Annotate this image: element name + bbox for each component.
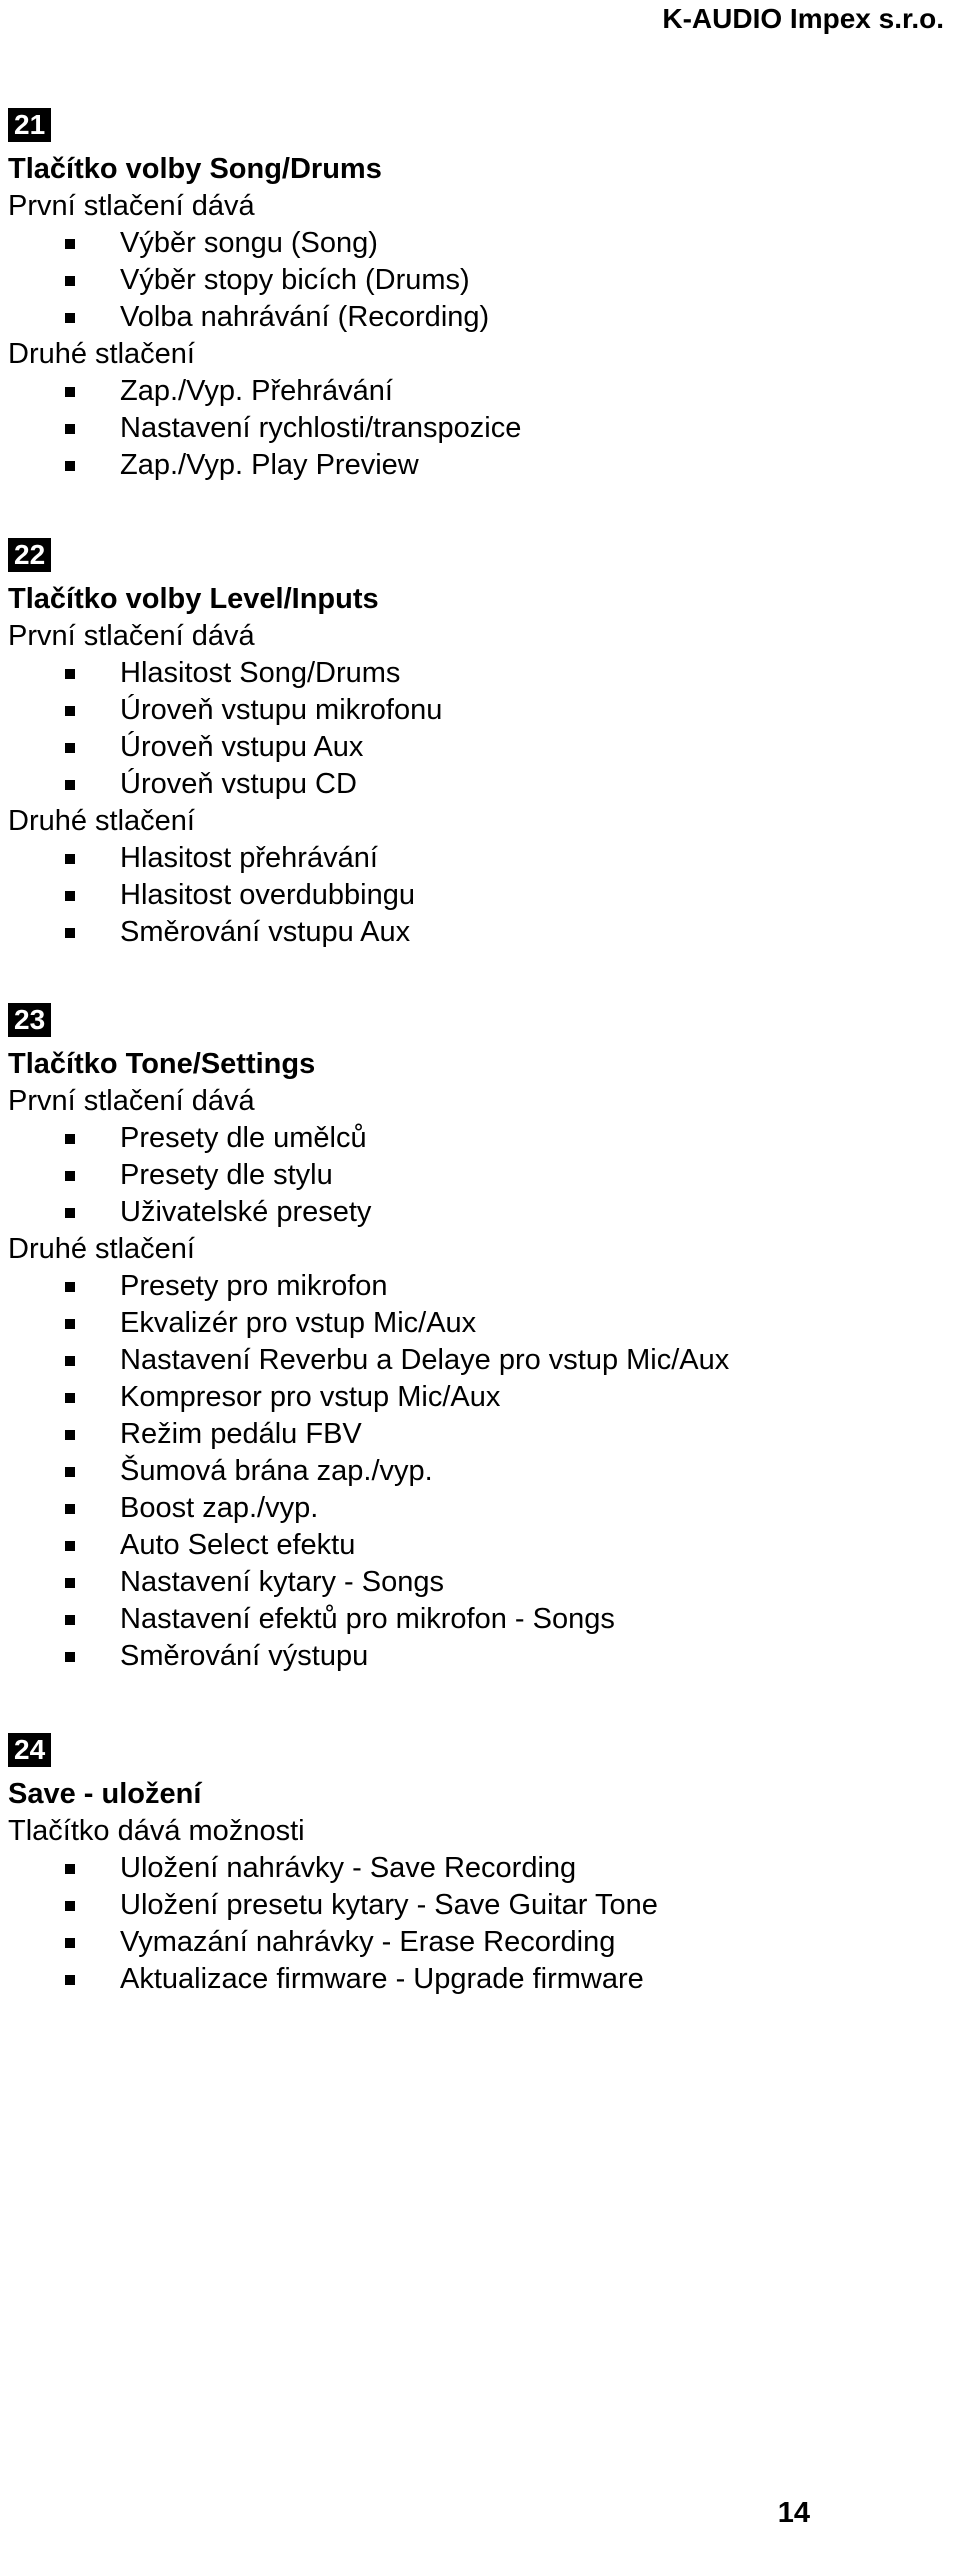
bullet-list <box>8 840 948 951</box>
list-item: Směrování výstupu <box>8 1638 948 1675</box>
section-24 <box>8 1733 948 1998</box>
group-heading: První stlačení dává <box>8 1085 255 1117</box>
list-item: Hlasitost Song/Drums <box>8 655 948 692</box>
bullet-list <box>8 655 948 803</box>
list-item: Ekvalizér pro vstup Mic/Aux <box>8 1305 948 1342</box>
section-title: Tlačítko Tone/Settings <box>8 1048 316 1080</box>
list-item: Boost zap./vyp. <box>8 1490 948 1527</box>
bullet-list <box>8 1268 948 1675</box>
page-number: 14 <box>777 2497 810 2529</box>
list-item: Presety dle stylu <box>8 1157 948 1194</box>
section-number-badge: 24 <box>8 1733 51 1767</box>
section-number-badge: 22 <box>8 538 51 572</box>
list-item: Auto Select efektu <box>8 1527 948 1564</box>
list-item: Šumová brána zap./vyp. <box>8 1453 948 1490</box>
list-item: Směrování vstupu Aux <box>8 914 948 951</box>
group-heading: První stlačení dává <box>8 190 255 222</box>
list-item: Režim pedálu FBV <box>8 1416 948 1453</box>
group-heading: Druhé stlačení <box>8 1233 195 1265</box>
list-item: Hlasitost overdubbingu <box>8 877 948 914</box>
bullet-list <box>8 1850 948 1998</box>
section-number-badge: 21 <box>8 108 51 142</box>
list-item: Úroveň vstupu Aux <box>8 729 948 766</box>
bullet-list <box>8 373 948 484</box>
list-item: Uživatelské presety <box>8 1194 948 1231</box>
section-21 <box>8 108 948 484</box>
section-title: Tlačítko volby Level/Inputs <box>8 583 379 615</box>
section-title: Save - uložení <box>8 1778 202 1810</box>
group-heading: Druhé stlačení <box>8 338 195 370</box>
section-22 <box>8 538 948 951</box>
section-title: Tlačítko volby Song/Drums <box>8 153 382 185</box>
list-item: Hlasitost přehrávání <box>8 840 948 877</box>
list-item: Zap./Vyp. Přehrávání <box>8 373 948 410</box>
list-item: Uložení nahrávky - Save Recording <box>8 1850 948 1887</box>
list-item: Výběr songu (Song) <box>8 225 948 262</box>
list-item: Úroveň vstupu mikrofonu <box>8 692 948 729</box>
list-item: Nastavení Reverbu a Delaye pro vstup Mic/Aux <box>8 1342 948 1379</box>
bullet-list <box>8 1120 948 1231</box>
list-item: Volba nahrávání (Recording) <box>8 299 948 336</box>
list-item: Presety pro mikrofon <box>8 1268 948 1305</box>
list-item: Úroveň vstupu CD <box>8 766 948 803</box>
section-number-badge: 23 <box>8 1003 51 1037</box>
bullet-list <box>8 225 948 336</box>
list-item: Kompresor pro vstup Mic/Aux <box>8 1379 948 1416</box>
list-item: Nastavení efektů pro mikrofon - Songs <box>8 1601 948 1638</box>
list-item: Uložení presetu kytary - Save Guitar Tone <box>8 1887 948 1924</box>
group-heading: Tlačítko dává možnosti <box>8 1815 305 1847</box>
document-header-company: K-AUDIO Impex s.r.o. <box>662 3 944 34</box>
list-item: Vymazání nahrávky - Erase Recording <box>8 1924 948 1961</box>
group-heading: Druhé stlačení <box>8 805 195 837</box>
list-item: Zap./Vyp. Play Preview <box>8 447 948 484</box>
list-item: Výběr stopy bicích (Drums) <box>8 262 948 299</box>
group-heading: První stlačení dává <box>8 620 255 652</box>
list-item: Nastavení rychlosti/transpozice <box>8 410 948 447</box>
list-item: Aktualizace firmware - Upgrade firmware <box>8 1961 948 1998</box>
section-23 <box>8 1003 948 1675</box>
list-item: Presety dle umělců <box>8 1120 948 1157</box>
list-item: Nastavení kytary - Songs <box>8 1564 948 1601</box>
